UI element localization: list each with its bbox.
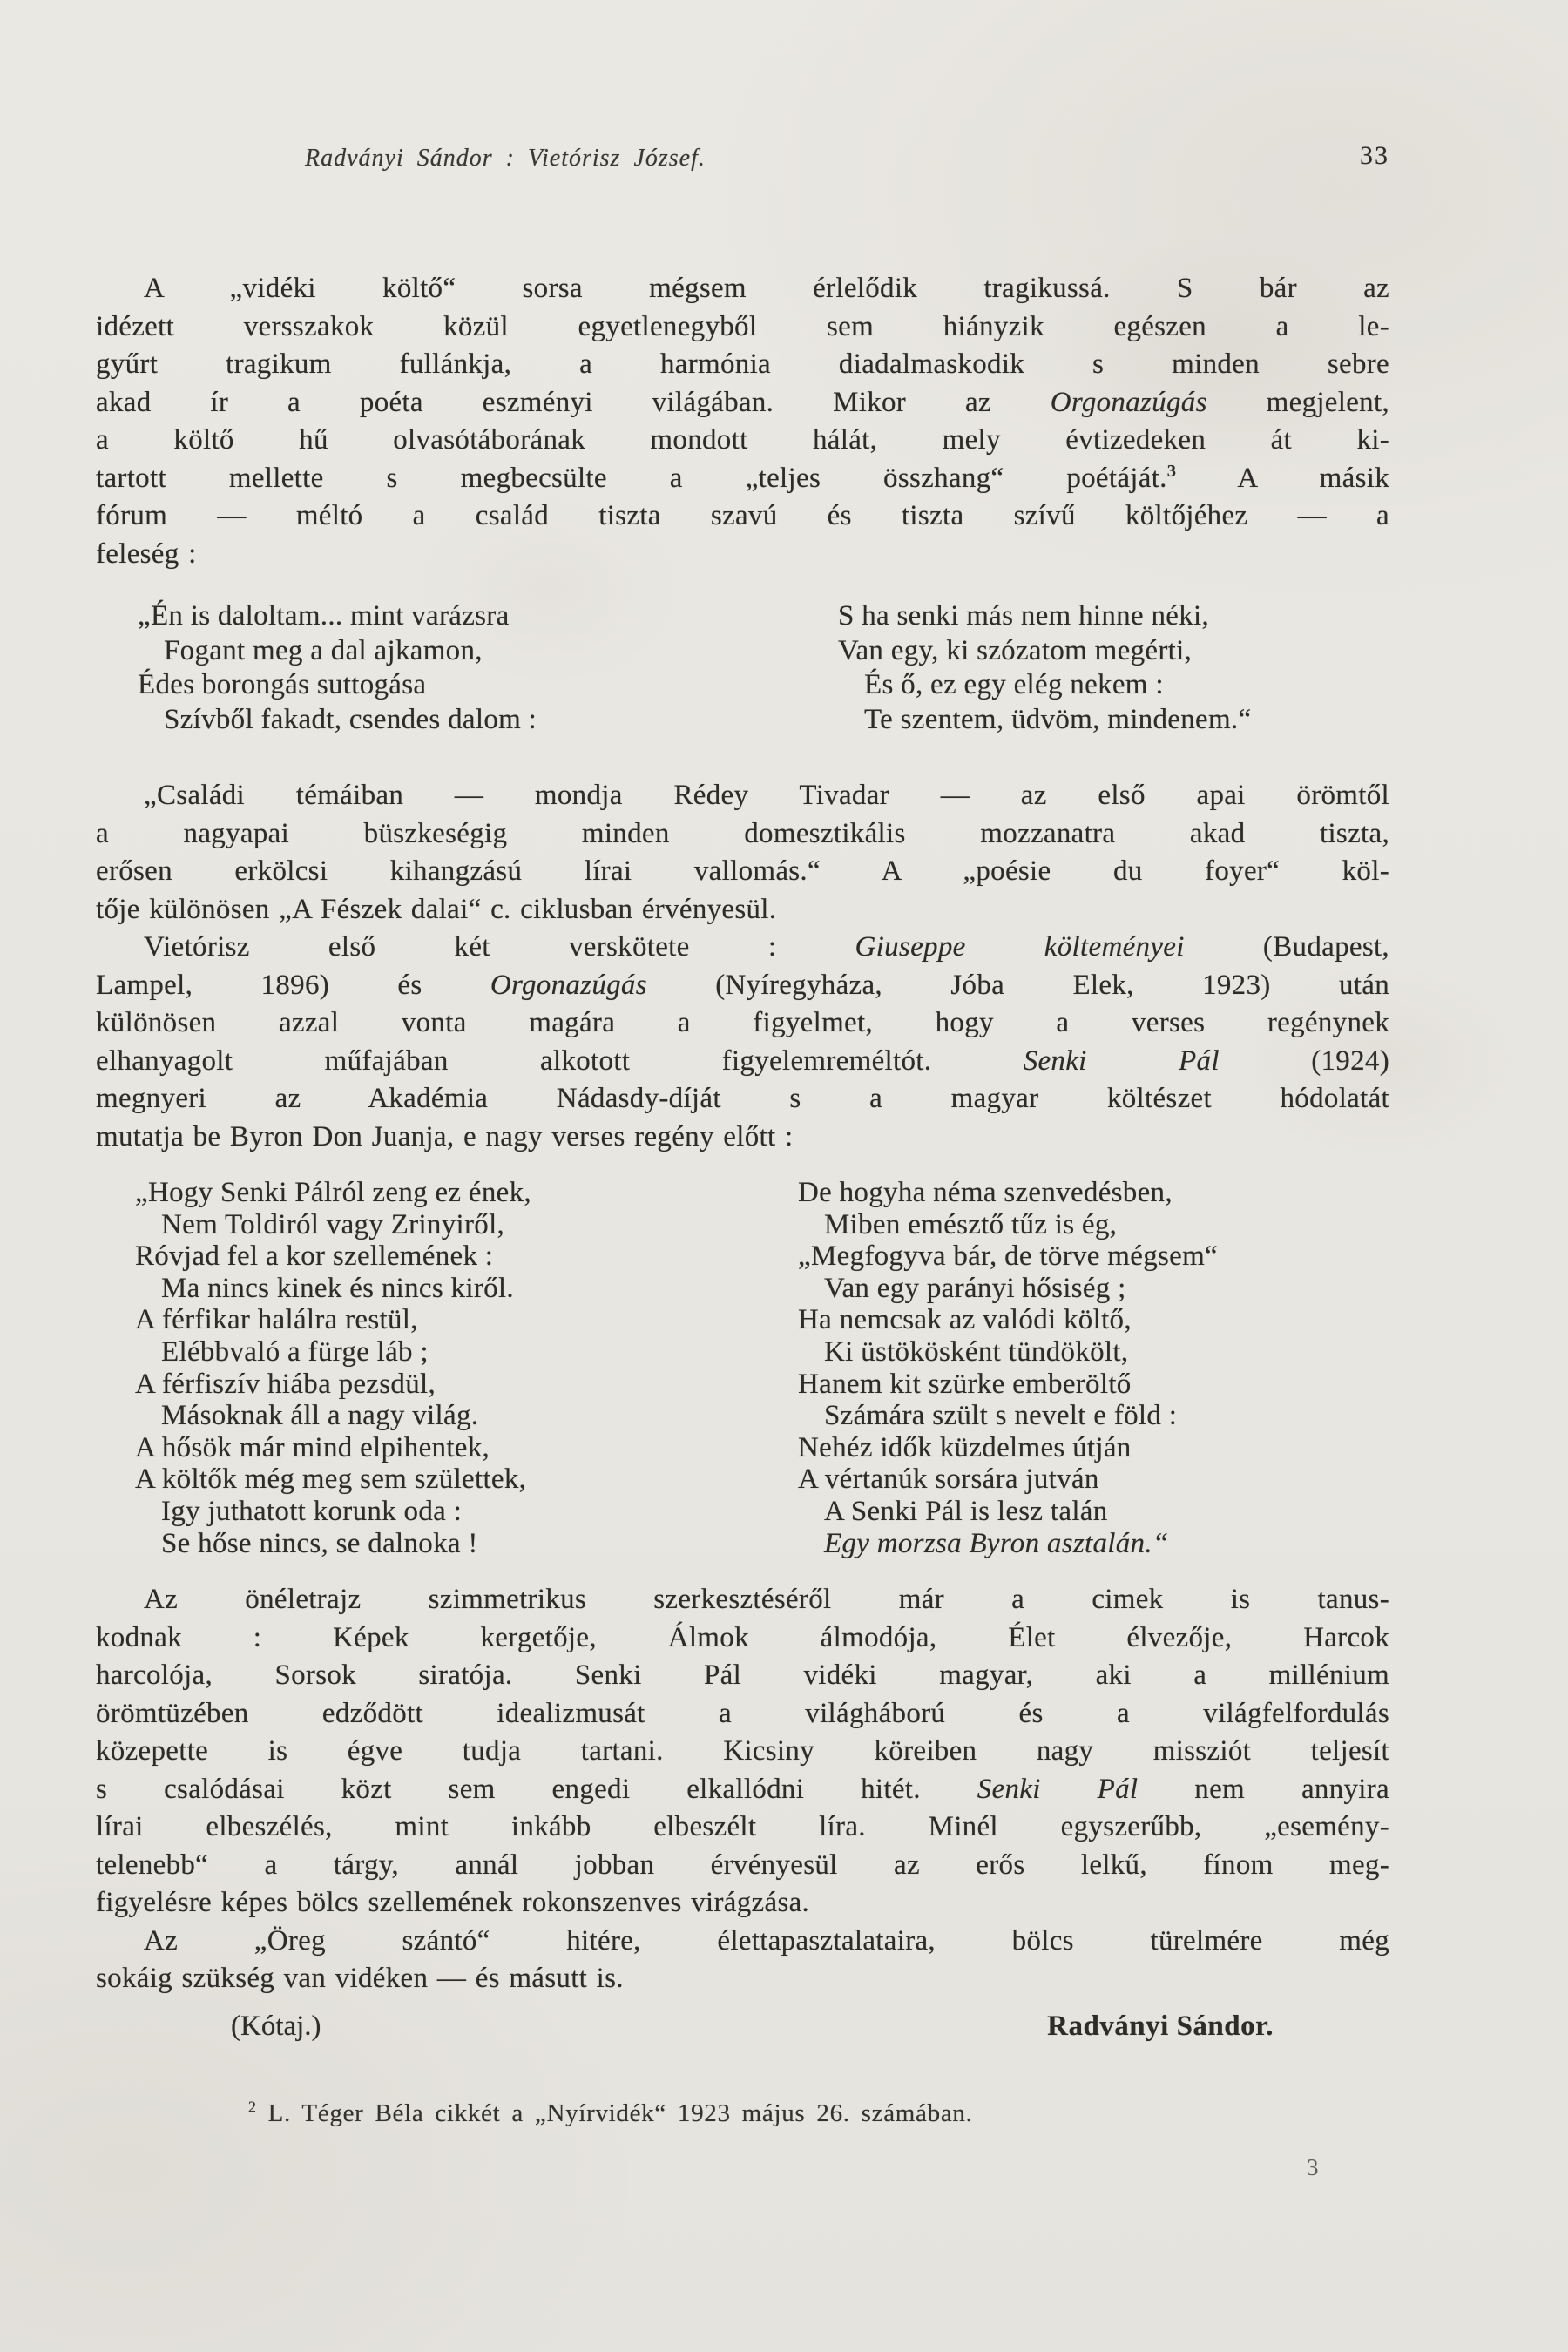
verse-line [135, 1177, 531, 1209]
italic-segment: Senki Pál [977, 1773, 1139, 1805]
italic-segment: Giuseppe költeményei [855, 931, 1185, 963]
signature-author: Radványi Sándor. [1047, 2010, 1274, 2042]
text-segment: Fogant meg a dal ajkamon, [164, 634, 483, 666]
text-segment: S ha senki más nem hinne néki, [838, 600, 1210, 632]
text-segment: közepette is égve tudja tartani. Kicsiny köreiben nagy missziót teljesít [96, 1735, 1389, 1767]
text-line [96, 536, 1389, 574]
text-segment: tartott mellette s megbecsülte a „teljes összhang“ poétáját. [96, 462, 1167, 494]
text-segment: Édes borongás suttogása [138, 669, 427, 700]
verse-line [138, 599, 537, 634]
text-segment: A férfiszív hiába pezsdül, [135, 1368, 436, 1400]
text-segment: Hanem kit szürke emberöltő [798, 1368, 1132, 1400]
text-segment: kodnak : Képek kergetője, Álmok álmodója, Élet élvezője, Harcok [96, 1621, 1389, 1653]
text-line [96, 270, 1389, 308]
verse-column-right [798, 1177, 1218, 1559]
text-line [96, 1695, 1389, 1734]
printer-signature-mark: 3 [1307, 2154, 1319, 2180]
text-segment: elhanyagolt műfajában alkotott figyelemreméltót. [96, 1044, 1024, 1077]
text-segment: figyelésre képes bölcs szellemének rokonszenves virágzása. [96, 1887, 810, 1918]
text-segment: Lampel, 1896) és [96, 969, 490, 1001]
verse-line [838, 599, 1251, 634]
text-line [96, 1119, 1389, 1157]
text-line [96, 853, 1389, 891]
italic-segment: Orgonazúgás [490, 969, 647, 1001]
text-segment: a nagyapai büszkeségig minden domesztikális mozzanatra akad tiszta, [96, 817, 1389, 849]
text-line [96, 422, 1389, 460]
text-segment: (1924) [1219, 1044, 1389, 1077]
text-segment: Számára szült s nevelt e föld : [824, 1400, 1178, 1432]
text-segment: Az „Öreg szántó“ hitére, élettapasztalataira, bölcs türelmére még [144, 1924, 1389, 1957]
text-line [96, 1043, 1389, 1081]
text-segment: (Budapest, [1184, 931, 1389, 963]
text-segment: Ki üstökösként tündökölt, [824, 1335, 1129, 1368]
verse-line [798, 1240, 1218, 1273]
text-segment: fórum — méltó a család tiszta szavú és tiszta szívű költőjéhez — a [96, 500, 1389, 531]
text-segment: L. Téger Béla cikkét a „Nyírvidék“ 1923 május 26. számában. [256, 2099, 973, 2127]
text-segment: Van egy parányi hősiség ; [824, 1272, 1126, 1304]
text-segment: Igy juthatott korunk oda : [161, 1495, 463, 1527]
verse-line [135, 1336, 531, 1369]
text-segment: Az önéletrajz szimmetrikus szerkesztéséről már a cimek is tanus- [144, 1584, 1389, 1615]
text-segment: Miben emésztő tűz is ég, [824, 1208, 1118, 1240]
text-segment: akad ír a poéta eszményi világában. Mikor az [96, 386, 1051, 418]
text-segment: különösen azzal vonta magára a figyelmet, hogy a verses regénynek [96, 1007, 1389, 1038]
verse-line [135, 1240, 531, 1273]
text-segment: örömtüzében edződött idealizmusát a világháború és a világfelfordulás [96, 1697, 1389, 1729]
text-segment: a költő hű olvasótáborának mondott hálát, mely évtizedeken át ki- [96, 424, 1389, 456]
verse-line [135, 1209, 531, 1241]
text-line [96, 815, 1389, 854]
text-segment: Róvjad fel a kor szellemének : [135, 1240, 494, 1273]
text-segment: telenebb“ a tárgy, annál jobban érvényesül az erős lelkű, fínom meg- [96, 1848, 1389, 1881]
verse-line [798, 1273, 1218, 1305]
text-line [96, 308, 1389, 347]
verse-line [838, 703, 1251, 738]
verse-line [135, 1528, 531, 1560]
text-line [96, 929, 1389, 967]
text-line [96, 346, 1389, 384]
text-segment: A „vidéki költő“ sorsa mégsem érlelődik tragikussá. S bár az [144, 273, 1389, 304]
text-line [96, 460, 1389, 498]
verse-line [798, 1496, 1218, 1528]
verse-line [798, 1528, 1218, 1560]
text-segment: lírai elbeszélés, mint inkább elbeszélt líra. Minél egyszerűbb, „esemény- [96, 1811, 1389, 1842]
text-line [96, 1960, 1389, 1998]
paragraph [96, 929, 1389, 1156]
paragraph [96, 777, 1389, 929]
text-line [96, 1080, 1389, 1119]
text-segment: tője különösen „A Fészek dalai“ c. ciklusban érvényesül. [96, 893, 777, 925]
text-line [96, 497, 1389, 536]
running-title: Radványi Sándor : Vietórisz József. [305, 145, 706, 172]
text-line [96, 1581, 1389, 1619]
footnote [96, 2096, 1389, 2131]
verse-line [798, 1369, 1218, 1401]
verse-line [838, 634, 1251, 669]
footnote-ref: 3 [1166, 461, 1177, 481]
verse-column-left [135, 1177, 531, 1559]
verse-line [798, 1400, 1218, 1432]
text-segment: megjelent, [1206, 386, 1389, 418]
paragraph [96, 270, 1389, 573]
text-line [96, 384, 1389, 422]
verse-line [135, 1369, 531, 1401]
verse-line [135, 1496, 531, 1528]
verse-line [135, 1463, 531, 1496]
text-segment: erősen erkölcsi kihangzású lírai vallomás.“ A „poésie du foyer“ köl- [96, 855, 1389, 887]
verse-line [135, 1273, 531, 1305]
text-segment: A vértanúk sorsára jutván [798, 1463, 1099, 1496]
text-segment: A Senki Pál is lesz talán [824, 1495, 1108, 1527]
paragraph [96, 1923, 1389, 1998]
text-segment: harcolója, Sorsok siratója. Senki Pál vidéki magyar, aki a millénium [96, 1659, 1389, 1691]
text-segment: megnyeri az Akadémia Nádasdy-díját s a magyar költészet hódolatát [96, 1083, 1389, 1114]
text-segment: Nem Toldiról vagy Zrinyiről, [161, 1208, 505, 1240]
verse-line [798, 1304, 1218, 1336]
text-line [96, 777, 1389, 815]
verse-line [135, 1400, 531, 1432]
text-segment: A költők még meg sem születtek, [135, 1463, 527, 1496]
text-segment: „Én is daloltam... mint varázsra [138, 600, 510, 632]
text-line [96, 1771, 1389, 1809]
text-line [96, 1004, 1389, 1043]
text-segment: De hogyha néma szenvedésben, [798, 1177, 1173, 1208]
verse-line [138, 668, 537, 703]
content-blocks [96, 270, 1389, 2131]
text-segment: Szívből fakadt, csendes dalom : [164, 703, 537, 735]
footnote-ref: 2 [248, 2097, 257, 2115]
text-segment: nem annyira [1138, 1773, 1389, 1805]
verse-line [798, 1432, 1218, 1464]
verse-column-right [838, 599, 1251, 737]
text-segment: feleség : [96, 537, 197, 570]
text-segment: Van egy, ki szózatom megérti, [838, 634, 1193, 666]
text-segment: s csalódásai közt sem engedi elkallódni hitét. [96, 1773, 977, 1805]
text-line [96, 967, 1389, 1005]
text-segment: Nehéz idők küzdelmes útján [798, 1431, 1132, 1463]
italic-segment: Egy morzsa Byron asztalán.“ [824, 1527, 1169, 1559]
text-line [96, 891, 1389, 929]
text-segment: „Hogy Senki Pálról zeng ez ének, [135, 1177, 531, 1208]
text-line [96, 1847, 1389, 1885]
text-segment: Elébbvaló a fürge láb ; [161, 1335, 429, 1368]
text-segment: A másik [1176, 462, 1389, 494]
verse-line [798, 1463, 1218, 1496]
italic-segment: Senki Pál [1023, 1044, 1220, 1077]
verse-block [96, 599, 1389, 739]
text-segment: Se hőse nincs, se dalnoka ! [161, 1527, 478, 1559]
text-line [96, 1923, 1389, 1961]
signature-row [96, 2011, 1389, 2051]
verse-line [838, 668, 1251, 703]
text-segment: gyűrt tragikum fullánkja, a harmónia diadalmaskodik s minden sebre [96, 348, 1389, 380]
text-segment: Ma nincs kinek és nincs kiről. [161, 1272, 514, 1304]
text-line [96, 1657, 1389, 1695]
italic-segment: Orgonazúgás [1050, 386, 1207, 418]
text-segment: Ha nemcsak az valódi költő, [798, 1304, 1132, 1336]
paragraph [96, 1581, 1389, 1923]
text-segment: „Megfogyva bár, de törve mégsem“ [798, 1240, 1219, 1273]
verse-line [798, 1209, 1218, 1241]
text-segment: És ő, ez egy elég nekem : [864, 669, 1164, 700]
text-segment: mutatja be Byron Don Juanja, e nagy verses regény előtt : [96, 1120, 794, 1152]
page-number: 33 [1360, 141, 1389, 170]
text-line [96, 1884, 1389, 1923]
text-segment: Másoknak áll a nagy világ. [161, 1400, 479, 1432]
text-segment: sokáig szükség van vidéken — és másutt is. [96, 1963, 624, 1994]
verse-line [798, 1336, 1218, 1369]
text-segment: „Családi témáiban — mondja Rédey Tivadar — az első apai örömtől [144, 780, 1389, 811]
verse-line [135, 1304, 531, 1336]
text-segment: A hősök már mind elpihentek, [135, 1431, 490, 1463]
verse-block [96, 1177, 1389, 1560]
text-segment: Te szentem, üdvöm, mindenem.“ [864, 703, 1252, 735]
text-block [96, 0, 1389, 2131]
text-line [96, 1808, 1389, 1847]
text-segment: Vietórisz első két verskötete : [144, 931, 855, 963]
verse-line [138, 703, 537, 738]
text-segment: A férfikar halálra restül, [135, 1304, 418, 1336]
text-line [96, 1733, 1389, 1771]
text-segment: idézett versszakok közül egyetlenegyből sem hiányzik egészen a le- [96, 310, 1389, 342]
page-header [96, 141, 1389, 178]
signature-place: (Kótaj.) [231, 2010, 321, 2042]
text-segment: (Nyíregyháza, Jóba Elek, 1923) után [646, 969, 1389, 1001]
verse-line [798, 1177, 1218, 1209]
verse-line [135, 1432, 531, 1464]
verse-column-left [138, 599, 537, 737]
text-line [96, 1619, 1389, 1658]
verse-line [138, 634, 537, 669]
